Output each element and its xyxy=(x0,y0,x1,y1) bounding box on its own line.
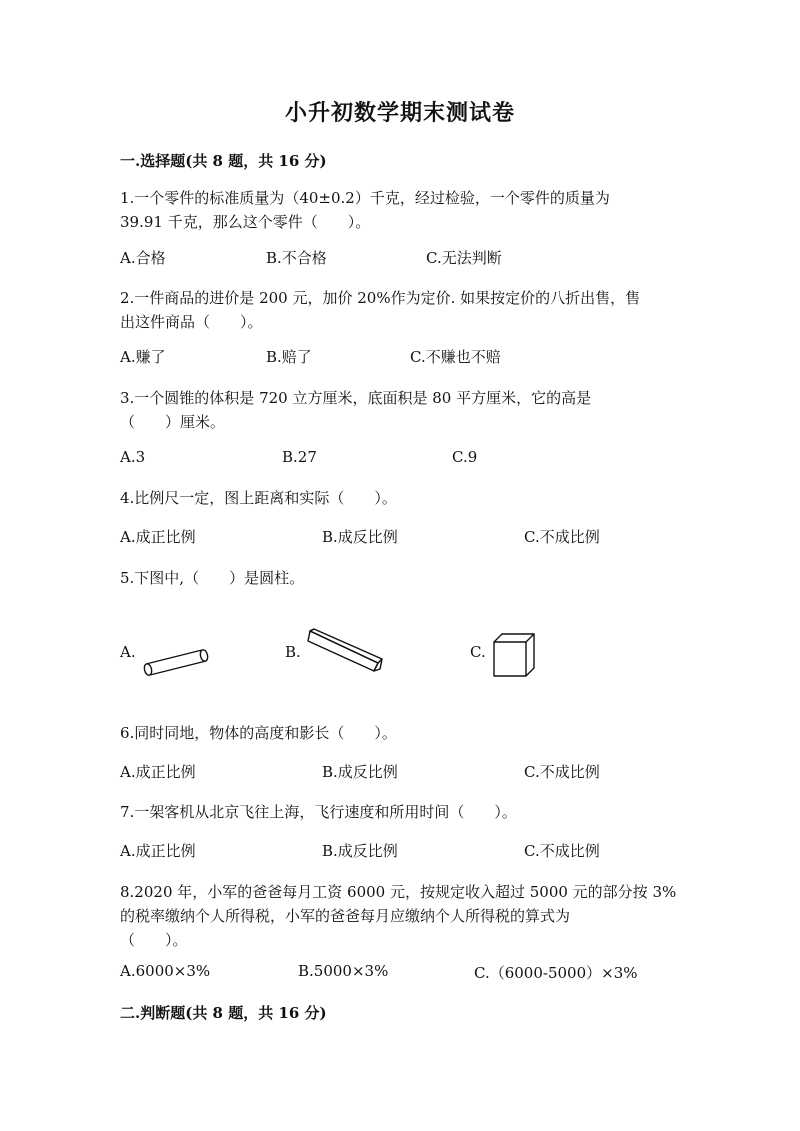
cylinder-figure xyxy=(138,646,218,682)
question-line: 39.91 千克，那么这个零件（ ）。 xyxy=(120,213,371,231)
question-8-options xyxy=(120,962,680,986)
option-c[interactable]: C. xyxy=(470,643,486,661)
question-6-options xyxy=(120,761,680,785)
question-line: 3.一个圆锥的体积是 720 立方厘米，底面积是 80 平方厘米，它的高是 xyxy=(120,389,592,407)
page-title: 小升初数学期末测试卷 xyxy=(284,100,515,126)
question-4-options xyxy=(120,526,680,550)
option-a[interactable]: A.3 xyxy=(120,448,146,466)
option-a[interactable]: A.成正比例 xyxy=(120,528,196,546)
question-4 xyxy=(120,486,680,510)
option-c[interactable]: C.不成比例 xyxy=(524,528,600,546)
question-2-options xyxy=(120,346,680,370)
option-b[interactable]: B.成反比例 xyxy=(322,763,398,781)
option-c[interactable]: C.无法判断 xyxy=(426,249,502,267)
option-a[interactable]: A.合格 xyxy=(120,249,166,267)
option-c[interactable]: C.9 xyxy=(452,448,478,466)
option-b[interactable]: B. xyxy=(285,643,301,661)
option-c[interactable]: C.不成比例 xyxy=(524,842,600,860)
option-a[interactable]: A.赚了 xyxy=(120,348,166,366)
section-heading-judgement: 二.判断题(共 8 题，共 16 分) xyxy=(120,1004,327,1022)
option-b[interactable]: B.成反比例 xyxy=(322,842,398,860)
question-line: 7.一架客机从北京飞往上海，飞行速度和所用时间（ ）。 xyxy=(120,803,517,821)
question-7-options xyxy=(120,840,680,864)
question-line: 6.同时同地，物体的高度和影长（ ）。 xyxy=(120,724,397,742)
question-3 xyxy=(120,386,680,434)
question-line: （ ）厘米。 xyxy=(120,413,226,431)
question-8 xyxy=(120,880,680,952)
question-5 xyxy=(120,566,680,590)
option-c[interactable]: C.（6000-5000）×3% xyxy=(474,964,638,982)
option-a[interactable]: A.成正比例 xyxy=(120,763,196,781)
question-line: （ ）。 xyxy=(120,931,188,949)
question-line: 4.比例尺一定，图上距离和实际（ ）。 xyxy=(120,489,397,507)
option-c[interactable]: C.不成比例 xyxy=(524,763,600,781)
question-line: 8.2020 年，小军的爸爸每月工资 6000 元，按规定收入超过 5000 元的部分按 3% xyxy=(120,883,677,901)
option-b[interactable]: B.赔了 xyxy=(266,348,312,366)
question-1-options xyxy=(120,247,680,271)
option-b[interactable]: B.成反比例 xyxy=(322,528,398,546)
option-b[interactable]: B.27 xyxy=(282,448,317,466)
question-6 xyxy=(120,721,680,745)
question-line: 2.一件商品的进价是 200 元，加价 20%作为定价. 如果按定价的八折出售，售 xyxy=(120,289,641,307)
question-1 xyxy=(120,186,680,234)
question-line: 出这件商品（ ）。 xyxy=(120,313,263,331)
option-b[interactable]: B.5000×3% xyxy=(298,962,389,980)
cube-figure xyxy=(490,632,538,680)
question-2 xyxy=(120,286,680,334)
option-a[interactable]: A. xyxy=(120,643,136,661)
option-a[interactable]: A.6000×3% xyxy=(120,962,211,980)
question-line: 5.下图中,（ ）是圆柱。 xyxy=(120,569,305,587)
question-line: 1.一个零件的标准质量为（40±0.2）千克，经过检验，一个零件的质量为 xyxy=(120,189,610,207)
question-3-options xyxy=(120,448,680,472)
section-heading-choice: 一.选择题(共 8 题，共 16 分) xyxy=(120,152,327,170)
option-a[interactable]: A.成正比例 xyxy=(120,842,196,860)
question-line: 的税率缴纳个人所得税，小军的爸爸每月应缴纳个人所得税的算式为 xyxy=(120,907,571,925)
option-b[interactable]: B.不合格 xyxy=(266,249,327,267)
option-c[interactable]: C.不赚也不赔 xyxy=(410,348,501,366)
triangular-prism-figure xyxy=(302,627,388,675)
question-7 xyxy=(120,800,680,824)
